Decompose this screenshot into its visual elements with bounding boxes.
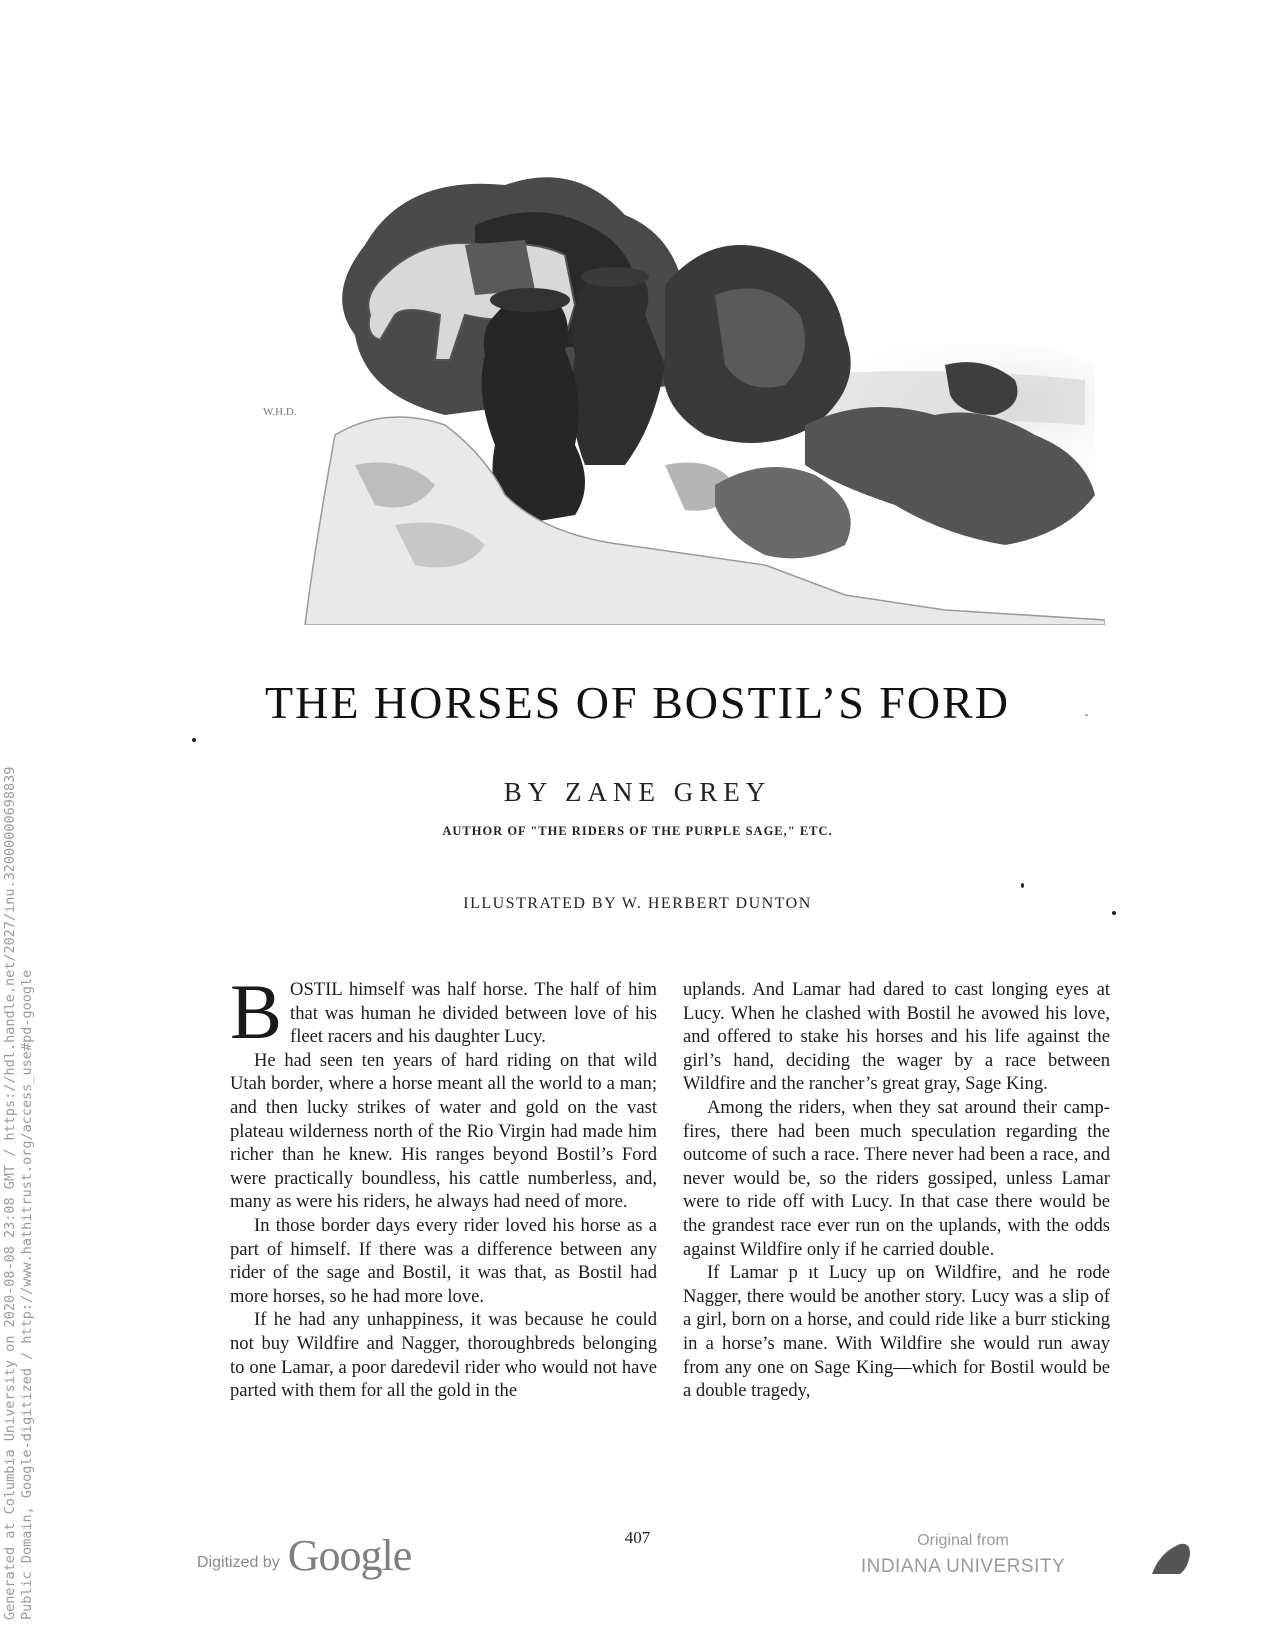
paragraph: If he had any unhappiness, it was because he could not buy Wildfire and Nagger, thoroughbreds belonging to one Lamar, a poor daredevil rider who would not have parted with them for all the gold in the	[230, 1309, 657, 1402]
watermark-line-1: Generated at Columbia University on 2020-08-08 23:08 GMT / https://hdl.handle.net/2027/inu.32000000698839	[2, 766, 18, 1620]
original-from	[843, 1532, 1083, 1578]
drop-cap: B	[230, 968, 283, 1055]
watermark-line-2: Public Domain, Google-digitized / http://www.hathitrust.org/access_use#pd-google	[19, 969, 35, 1620]
figure-front-hat	[490, 288, 570, 312]
text-column-right	[683, 978, 1110, 1403]
illustration-signature: W.H.D.	[263, 406, 297, 418]
illustrator-credit: ILLUSTRATED BY W. HERBERT DUNTON	[463, 895, 812, 912]
author-credit: AUTHOR OF "THE RIDERS OF THE PURPLE SAGE," ETC.	[442, 824, 833, 838]
google-logo: Google	[287, 1531, 412, 1580]
horse-saddle	[465, 240, 535, 295]
paragraph: In those border days every rider loved his horse as a part of himself. If there was a difference between any rider of the sage and Bostil, it was that, as Bostil had more horses, so he had more love.	[230, 1214, 657, 1307]
speck	[1021, 883, 1024, 888]
original-from-label: Original from	[917, 1532, 1009, 1549]
paragraph: If Lamar p ıt Lucy up on Wildfire, and he rode Nagger, there would be another story. Lucy was a slip of a girl, born on a horse, and could ride like a burr sticking in a horse’s mane. With Wildfire she would run away from any one on Sage King—which for Bostil would be a double tragedy,	[683, 1262, 1110, 1402]
speck	[1085, 714, 1088, 716]
side-watermark	[2, 620, 36, 1620]
illustration-svg	[245, 165, 1105, 625]
digitized-by-google	[197, 1530, 411, 1581]
paragraph-text: OSTIL himself was half horse. The half of him that was human he divided between love of his fleet racers and his daughter Lucy.	[290, 979, 657, 1048]
page-number: 407	[624, 1528, 651, 1547]
institution-name: INDIANA UNIVERSITY	[860, 1556, 1066, 1577]
paragraph: Among the riders, when they sat around their camp-fires, there had been much speculation regarding the outcome of such a race. There never had been a race, and never would be, so the riders gossiped, unless Lamar were to ride off with Lucy. In that case there would be the grandest race ever run on the uplands, with the odds against Wildfire only if he carried double.	[683, 1096, 1110, 1260]
page-corner-smudge	[1150, 1540, 1192, 1576]
paragraph: uplands. And Lamar had dared to cast longing eyes at Lucy. When he clashed with Bostil he avowed his love, and offered to stake his horses and his life against the girl’s hand, deciding the wager by a race between Wildfire and the rancher’s great gray, Sage King.	[683, 979, 1110, 1095]
text-column-left	[230, 968, 657, 1403]
speck	[192, 738, 196, 742]
figure-rear-hat	[581, 267, 649, 287]
article-illustration	[245, 165, 1105, 625]
article-byline: BY ZANE GREY	[503, 777, 772, 807]
digitized-by-label: Digitized by	[197, 1553, 280, 1571]
paragraph: He had seen ten years of hard riding on that wild Utah border, where a horse meant all the world to a man; and then lucky strikes of water and gold on the vast plateau wilderness north of the Rio Virgin had made him richer than he knew. His ranges beyond Bostil’s Ford were practically boundless, his cattle numberless, and, many as were his riders, he always had need of more.	[230, 1049, 657, 1213]
paragraph	[230, 968, 657, 1055]
article-title: THE HORSES OF BOSTIL’S FORD	[265, 677, 1010, 728]
speck	[1112, 911, 1116, 915]
